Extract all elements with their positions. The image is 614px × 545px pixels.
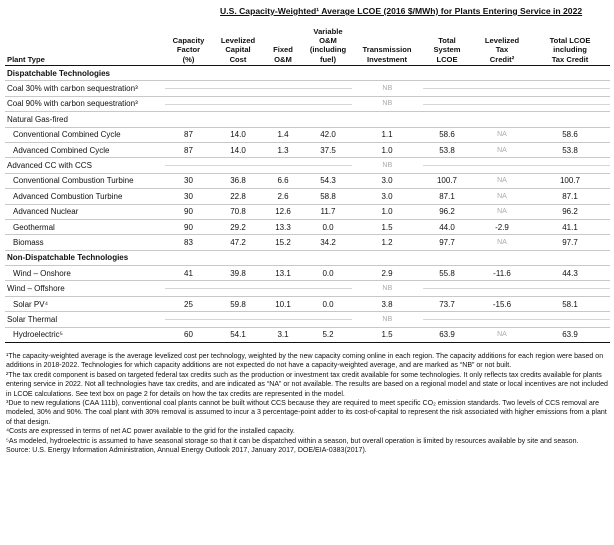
table-cell: 39.8 (212, 266, 264, 281)
table-body (5, 66, 610, 343)
table-cell: 70.8 (212, 204, 264, 219)
table-cell: 73.7 (420, 296, 474, 311)
not-built-marker: NB (165, 96, 610, 111)
table-cell: 0.0 (302, 296, 354, 311)
table-row (5, 312, 610, 327)
table-cell: 0.0 (302, 266, 354, 281)
table-cell: 90 (165, 204, 212, 219)
table-cell: 87 (165, 127, 212, 142)
table-cell: NA (474, 204, 530, 219)
table-cell: 25 (165, 296, 212, 311)
table-row (5, 296, 610, 311)
table-row (5, 281, 610, 296)
table-row (5, 81, 610, 96)
plant-name: Advanced CC with CCS (5, 158, 165, 173)
header-tax-credit: Levelized Tax Credit² (484, 36, 520, 64)
table-cell: NA (474, 142, 530, 157)
table-row (5, 96, 610, 111)
table-row (5, 219, 610, 234)
table-cell: 53.8 (530, 142, 610, 157)
plant-name: Advanced Combined Cycle (5, 142, 165, 157)
table-cell: 30 (165, 189, 212, 204)
table-cell: 97.7 (530, 235, 610, 250)
table-row (5, 327, 610, 342)
table-cell: 3.0 (354, 189, 420, 204)
header-fixed-om: Fixed O&M (273, 45, 293, 64)
table-cell: 11.7 (302, 204, 354, 219)
table-row (5, 189, 610, 204)
table-cell: 3.8 (354, 296, 420, 311)
table-cell: 12.6 (264, 204, 302, 219)
table-cell: 87.1 (420, 189, 474, 204)
table-cell: 2.9 (354, 266, 420, 281)
table-cell: 58.6 (530, 127, 610, 142)
footnote: ¹The capacity-weighted average is the average levelized cost per technology, weighted by the new capacity coming online in each region. The capacity additions for each region were based on additions in 2018-2022. Technologies for which capacity additions are not expected do not have a capacity-weighted average, and are marked as “NB” or not built. (6, 353, 604, 370)
table-row (5, 127, 610, 142)
table-cell: 1.4 (264, 127, 302, 142)
table-cell: NA (474, 173, 530, 188)
table-cell: 58.8 (302, 189, 354, 204)
table-cell: 14.0 (212, 127, 264, 142)
table-cell: 87 (165, 142, 212, 157)
table-cell: 96.2 (420, 204, 474, 219)
table-cell: 1.0 (354, 142, 420, 157)
not-built-marker: NB (165, 158, 610, 173)
table-cell: 1.5 (354, 219, 420, 234)
header-row (5, 16, 610, 66)
table-cell: 2.6 (264, 189, 302, 204)
table-cell: 44.3 (530, 266, 610, 281)
table-cell: 41.1 (530, 219, 610, 234)
table-row (5, 235, 610, 250)
table-cell: NA (474, 189, 530, 204)
table-cell: 58.1 (530, 296, 610, 311)
table-cell: 3.1 (264, 327, 302, 342)
plant-name: Coal 90% with carbon sequestration³ (5, 96, 165, 111)
header-capital-cost: Levelized Capital Cost (220, 36, 256, 64)
table-row (5, 112, 610, 127)
plant-name: Solar PV⁴ (5, 296, 165, 311)
table-cell: 87.1 (530, 189, 610, 204)
header-transmission: Transmission Investment (362, 45, 412, 64)
table-cell: NA (474, 235, 530, 250)
table-cell: 29.2 (212, 219, 264, 234)
footnote: ²The tax credit component is based on targeted federal tax credits such as the production or investment tax credit available for some technologies. It only reflects tax credits available for plants entering service in 2022. Not all technologies have tax credits, and are indicated as “NA” or not available. The results are based on a regional model and state or local incentives are not included in LCOE calculations. See text box on page 2 for details on how the tax credits are represented in the model. (6, 371, 608, 398)
table-cell: 1.2 (354, 235, 420, 250)
header-variable-om: Variable O&M (including fuel) (309, 26, 347, 64)
not-built-marker: NB (165, 281, 610, 296)
table-row (5, 158, 610, 173)
table-cell: 60 (165, 327, 212, 342)
plant-name: Hydroelectric⁵ (5, 327, 165, 342)
table-cell: 15.2 (264, 235, 302, 250)
table-cell: 53.8 (420, 142, 474, 157)
not-built-marker: NB (165, 81, 610, 96)
table-cell: -15.6 (474, 296, 530, 311)
table-cell: 42.0 (302, 127, 354, 142)
table-cell: 63.9 (530, 327, 610, 342)
table-cell: 1.3 (264, 142, 302, 157)
table-cell: 22.8 (212, 189, 264, 204)
table-cell: NA (474, 327, 530, 342)
table-cell: 96.2 (530, 204, 610, 219)
table-title: U.S. Capacity-Weighted¹ Average LCOE (2016 $/MWh) for Plants Entering Service in 2022 (220, 6, 583, 16)
table-row (5, 66, 610, 81)
table-cell: 97.7 (420, 235, 474, 250)
table-cell: 37.5 (302, 142, 354, 157)
table-cell: 13.3 (264, 219, 302, 234)
plant-name: Wind – Offshore (5, 281, 165, 296)
table-row (5, 204, 610, 219)
footnotes (6, 352, 608, 455)
table-cell: 59.8 (212, 296, 264, 311)
table-cell: 58.6 (420, 127, 474, 142)
group-heading: Non-Dispatchable Technologies (5, 250, 610, 265)
footnote: ⁵As modeled, hydroelectric is assumed to have seasonal storage so that it can be dispatched within a season, but overall operation is limited by resources available by site and season. (6, 437, 579, 445)
header-total-lcoe: Total System LCOE (433, 36, 461, 64)
subgroup-heading: Natural Gas-fired (5, 112, 610, 127)
lcoe-table (5, 16, 610, 343)
table-cell: 54.3 (302, 173, 354, 188)
plant-name: Biomass (5, 235, 165, 250)
table-cell: -11.6 (474, 266, 530, 281)
plant-name: Conventional Combined Cycle (5, 127, 165, 142)
table-cell: 55.8 (420, 266, 474, 281)
table-cell: 47.2 (212, 235, 264, 250)
table-cell: 10.1 (264, 296, 302, 311)
header-total-with-credit: Total LCOE including Tax Credit (549, 36, 591, 64)
plant-name: Wind – Onshore (5, 266, 165, 281)
table-cell: 6.6 (264, 173, 302, 188)
table-cell: 100.7 (530, 173, 610, 188)
footnote: ⁴Costs are expressed in terms of net AC power available to the grid for the installed capacity. (6, 428, 295, 436)
table-cell: 14.0 (212, 142, 264, 157)
plant-name: Conventional Combustion Turbine (5, 173, 165, 188)
plant-name: Advanced Combustion Turbine (5, 189, 165, 204)
plant-name: Solar Thermal (5, 312, 165, 327)
not-built-marker: NB (165, 312, 610, 327)
table-cell: 83 (165, 235, 212, 250)
header-plant-type: Plant Type (7, 54, 45, 64)
table-cell: 1.0 (354, 204, 420, 219)
table-cell: 0.0 (302, 219, 354, 234)
table-cell: 30 (165, 173, 212, 188)
plant-name: Coal 30% with carbon sequestration³ (5, 81, 165, 96)
table-cell: 54.1 (212, 327, 264, 342)
table-cell: 36.8 (212, 173, 264, 188)
group-heading: Dispatchable Technologies (5, 66, 610, 81)
plant-name: Advanced Nuclear (5, 204, 165, 219)
table-row (5, 266, 610, 281)
table-cell: 1.1 (354, 127, 420, 142)
table-cell: -2.9 (474, 219, 530, 234)
table-cell: 41 (165, 266, 212, 281)
table-cell: 13.1 (264, 266, 302, 281)
table-cell: 44.0 (420, 219, 474, 234)
table-cell: 63.9 (420, 327, 474, 342)
table-cell: 34.2 (302, 235, 354, 250)
header-capacity-factor: Capacity Factor (%) (172, 36, 205, 64)
table-row (5, 142, 610, 157)
table-cell: 3.0 (354, 173, 420, 188)
table-cell: 5.2 (302, 327, 354, 342)
table-cell: 1.5 (354, 327, 420, 342)
table-cell: 90 (165, 219, 212, 234)
table-cell: NA (474, 127, 530, 142)
table-row (5, 250, 610, 265)
footnote: ³Due to new regulations (CAA 111b), conventional coal plants cannot be built without CCS because they are required to meet specific CO₂ emission standards. Two levels of CCS removal are modeled, 30% and 90%. The coal plant with 30% removal is assumed to incur a 3 percentage-point adder to its cost-of-capital to represent the risk associated with higher emissions from a plant of that design. (6, 400, 607, 426)
table-row (5, 173, 610, 188)
source-note: Source: U.S. Energy Information Administration, Annual Energy Outlook 2017, January 2017, DOE/EIA-0383(2017). (6, 447, 367, 455)
table-cell: 100.7 (420, 173, 474, 188)
plant-name: Geothermal (5, 219, 165, 234)
